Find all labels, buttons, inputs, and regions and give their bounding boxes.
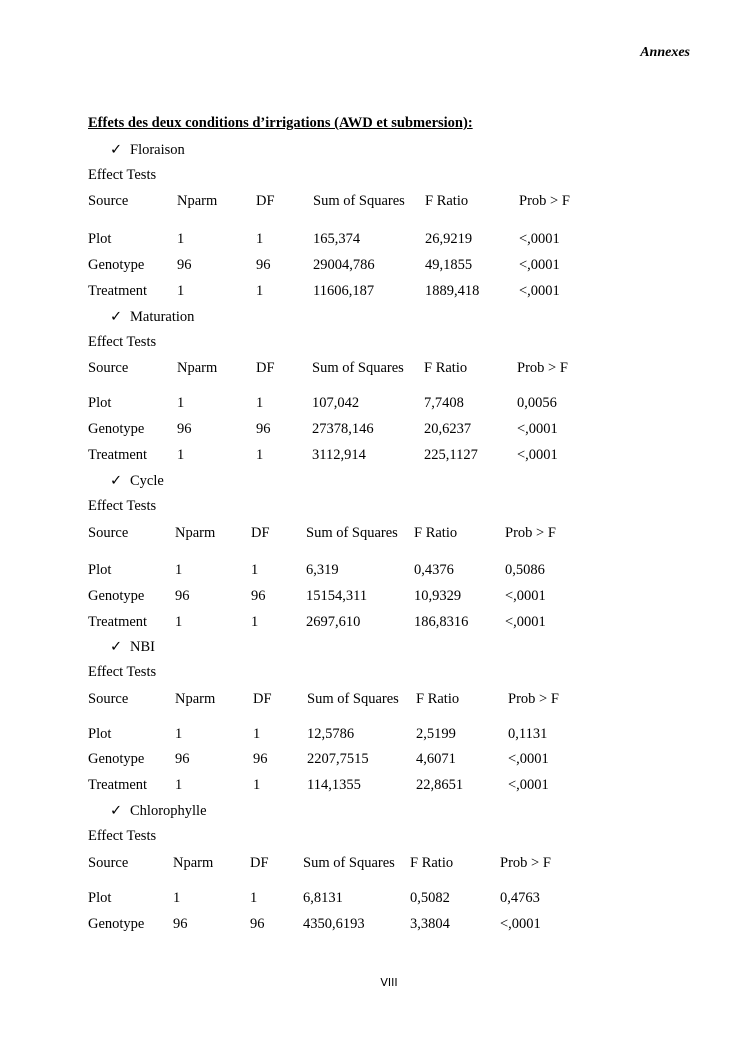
page-number: VIII	[380, 976, 398, 989]
table-cell: 186,8316	[414, 614, 469, 630]
section-bullet	[110, 471, 164, 491]
table-cell: Nparm	[177, 360, 218, 376]
table-cell: 96	[177, 257, 192, 273]
table-cell: 1	[175, 777, 183, 793]
table-cell: <,0001	[508, 751, 549, 767]
table-cell: Genotype	[88, 751, 145, 767]
table-cell: <,0001	[505, 588, 546, 604]
table-cell: Nparm	[175, 691, 216, 707]
table-cell: 3112,914	[312, 447, 366, 463]
table-row	[88, 612, 648, 632]
table-cell: Genotype	[88, 257, 145, 273]
table-cell: 10,9329	[414, 588, 462, 604]
table-cell: 96	[177, 421, 192, 437]
table-cell: 27378,146	[312, 421, 374, 437]
table-row	[88, 445, 648, 465]
table-cell: F Ratio	[425, 193, 469, 209]
table-cell: 1	[256, 231, 264, 247]
table-cell: F Ratio	[410, 855, 454, 871]
table-cell: 96	[173, 916, 188, 932]
table-row	[88, 888, 648, 908]
checkmark-icon: ✓	[110, 639, 123, 655]
table-cell: 1	[253, 726, 261, 742]
table-cell: 2,5199	[416, 726, 456, 742]
table-cell: 1	[175, 562, 183, 578]
table-cell: Treatment	[88, 447, 148, 463]
effect-tests-label: Effect Tests	[88, 167, 157, 183]
table-cell: 6,319	[306, 562, 339, 578]
effect-tests-label: Effect Tests	[88, 498, 157, 514]
section-bullet	[110, 307, 194, 327]
table-cell: <,0001	[519, 231, 560, 247]
table-cell: Plot	[88, 890, 112, 906]
table-cell: F Ratio	[416, 691, 460, 707]
table-cell: 3,3804	[410, 916, 450, 932]
table-cell: Sum of Squares	[312, 360, 404, 376]
table-cell: F Ratio	[414, 525, 458, 541]
table-cell: 1	[256, 447, 264, 463]
table-cell: 0,4763	[500, 890, 540, 906]
table-cell: <,0001	[508, 777, 549, 793]
table-cell: 0,5082	[410, 890, 450, 906]
table-cell: DF	[253, 691, 272, 707]
table-cell: 0,4376	[414, 562, 454, 578]
table-cell: 1	[175, 614, 183, 630]
table-cell: Sum of Squares	[303, 855, 395, 871]
section-name: Cycle	[130, 473, 164, 489]
section-bullet	[110, 637, 155, 657]
table-row	[88, 914, 648, 934]
table-header-row	[88, 523, 648, 543]
page-header: Annexes	[640, 45, 690, 60]
table-cell: 0,5086	[505, 562, 545, 578]
table-cell: Sum of Squares	[313, 193, 405, 209]
table-cell: 1	[173, 890, 181, 906]
table-cell: Sum of Squares	[307, 691, 399, 707]
table-cell: <,0001	[505, 614, 546, 630]
table-cell: DF	[250, 855, 269, 871]
table-cell: <,0001	[517, 447, 558, 463]
table-cell: Genotype	[88, 588, 145, 604]
table-header-row	[88, 853, 648, 873]
table-row	[88, 724, 648, 744]
table-cell: 1	[177, 283, 185, 299]
checkmark-icon: ✓	[110, 142, 123, 158]
table-cell: 0,0056	[517, 395, 557, 411]
table-cell: DF	[256, 360, 275, 376]
section-bullet	[110, 801, 207, 821]
table-cell: 15154,311	[306, 588, 368, 604]
table-cell: 12,5786	[307, 726, 355, 742]
table-cell: 225,1127	[424, 447, 478, 463]
table-cell: 96	[256, 257, 271, 273]
table-cell: 165,374	[313, 231, 361, 247]
table-cell: 1	[253, 777, 261, 793]
table-cell: Source	[88, 691, 129, 707]
table-cell: Source	[88, 360, 129, 376]
section-name: Maturation	[130, 309, 195, 325]
table-cell: 11606,187	[313, 283, 375, 299]
table-row	[88, 775, 648, 795]
table-cell: <,0001	[517, 421, 558, 437]
checkmark-icon: ✓	[110, 803, 123, 819]
table-cell: 49,1855	[425, 257, 473, 273]
effect-tests-label: Effect Tests	[88, 664, 157, 680]
table-cell: Plot	[88, 395, 112, 411]
table-cell: Sum of Squares	[306, 525, 398, 541]
table-row	[88, 229, 648, 249]
table-cell: 107,042	[312, 395, 360, 411]
table-cell: DF	[251, 525, 270, 541]
table-cell: 1889,418	[425, 283, 480, 299]
table-header-row	[88, 689, 648, 709]
table-cell: 1	[175, 726, 183, 742]
table-cell: <,0001	[519, 283, 560, 299]
table-cell: <,0001	[519, 257, 560, 273]
table-cell: 4350,6193	[303, 916, 365, 932]
table-cell: 1	[250, 890, 258, 906]
table-cell: Treatment	[88, 614, 148, 630]
table-cell: Prob > F	[519, 193, 570, 209]
section-name: Floraison	[130, 142, 185, 158]
table-cell: 96	[175, 588, 190, 604]
table-cell: 1	[256, 395, 264, 411]
section-bullet	[110, 140, 185, 160]
table-cell: Plot	[88, 231, 112, 247]
table-cell: Source	[88, 855, 129, 871]
table-cell: 4,6071	[416, 751, 456, 767]
table-cell: 20,6237	[424, 421, 472, 437]
table-cell: 2697,610	[306, 614, 361, 630]
table-cell: 96	[251, 588, 266, 604]
table-cell: 96	[250, 916, 265, 932]
table-cell: 6,8131	[303, 890, 343, 906]
table-row	[88, 419, 648, 439]
table-cell: Nparm	[177, 193, 218, 209]
table-row	[88, 586, 648, 606]
table-cell: Nparm	[175, 525, 216, 541]
main-title: Effets des deux conditions d’irrigations (AWD et submersion):	[88, 115, 473, 131]
table-cell: 1	[251, 562, 259, 578]
table-row	[88, 560, 648, 580]
table-cell: 114,1355	[307, 777, 361, 793]
checkmark-icon: ✓	[110, 309, 123, 325]
table-cell: 7,7408	[424, 395, 464, 411]
table-cell: 22,8651	[416, 777, 464, 793]
table-cell: <,0001	[500, 916, 541, 932]
table-cell: 1	[177, 395, 185, 411]
table-cell: F Ratio	[424, 360, 468, 376]
table-cell: Treatment	[88, 283, 148, 299]
table-cell: 1	[177, 447, 185, 463]
table-cell: 29004,786	[313, 257, 375, 273]
section-name: NBI	[130, 639, 155, 655]
table-header-row	[88, 191, 648, 211]
table-cell: Prob > F	[505, 525, 556, 541]
table-cell: 1	[177, 231, 185, 247]
table-cell: Genotype	[88, 421, 145, 437]
table-cell: 0,1131	[508, 726, 548, 742]
table-cell: Treatment	[88, 777, 148, 793]
table-cell: Prob > F	[508, 691, 559, 707]
table-row	[88, 281, 648, 301]
table-cell: 2207,7515	[307, 751, 369, 767]
table-cell: Source	[88, 525, 129, 541]
table-cell: 1	[251, 614, 259, 630]
table-cell: 96	[175, 751, 190, 767]
effect-tests-label: Effect Tests	[88, 334, 157, 350]
table-cell: 96	[256, 421, 271, 437]
table-cell: 1	[256, 283, 264, 299]
table-cell: Source	[88, 193, 129, 209]
table-cell: Plot	[88, 726, 112, 742]
table-cell: Nparm	[173, 855, 214, 871]
table-cell: 96	[253, 751, 268, 767]
table-cell: Plot	[88, 562, 112, 578]
table-row	[88, 749, 648, 769]
table-row	[88, 393, 648, 413]
table-cell: Genotype	[88, 916, 145, 932]
checkmark-icon: ✓	[110, 473, 123, 489]
table-cell: 26,9219	[425, 231, 473, 247]
table-row	[88, 255, 648, 275]
table-header-row	[88, 358, 648, 378]
table-cell: DF	[256, 193, 275, 209]
section-name: Chlorophylle	[130, 803, 207, 819]
table-cell: Prob > F	[517, 360, 568, 376]
table-cell: Prob > F	[500, 855, 551, 871]
effect-tests-label: Effect Tests	[88, 828, 157, 844]
